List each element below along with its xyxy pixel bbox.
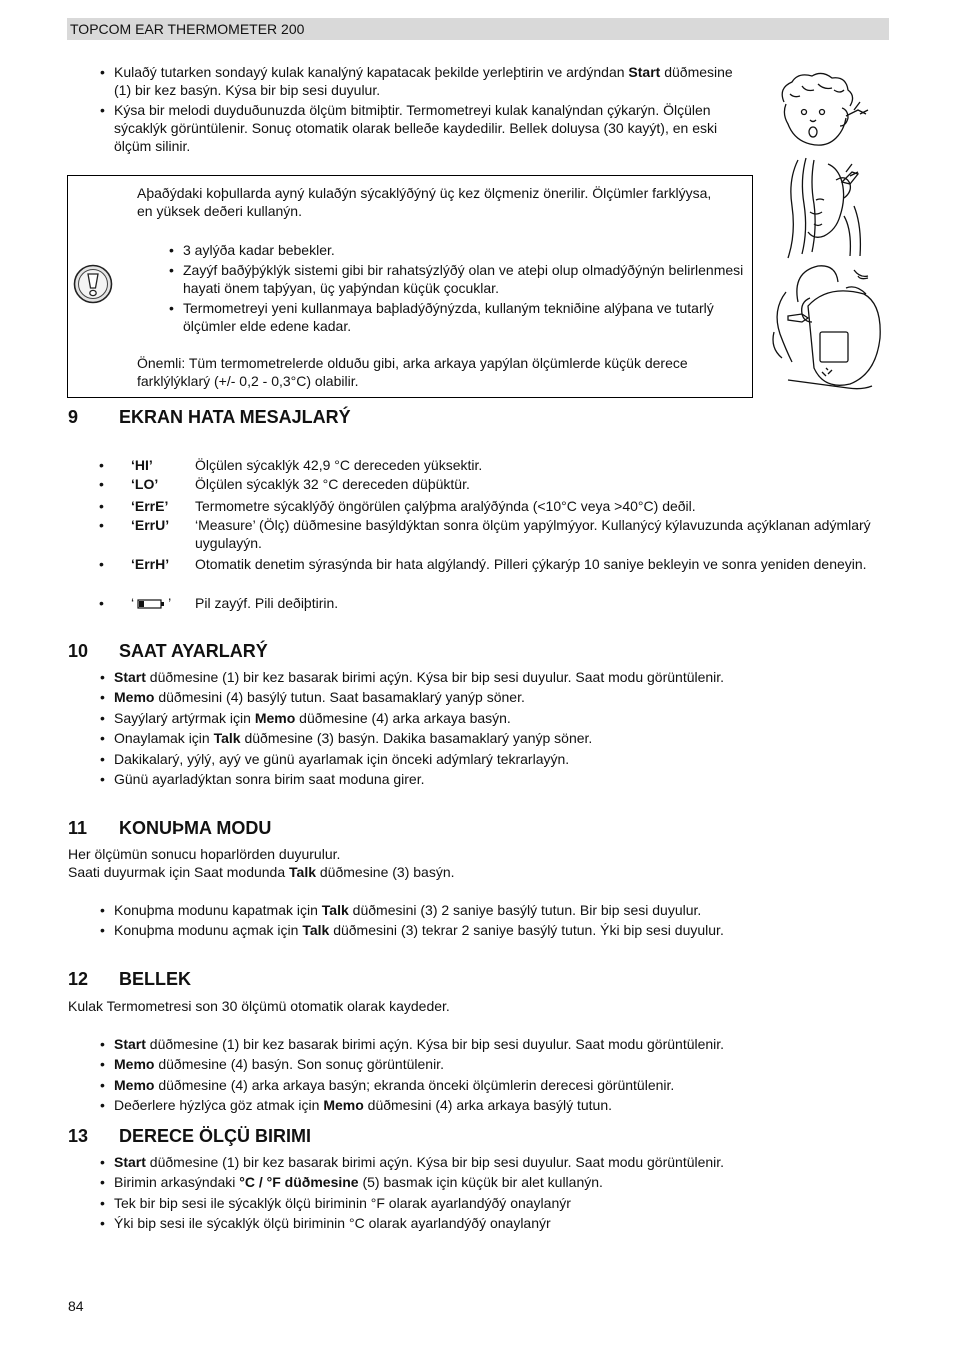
section-13-list xyxy=(100,1153,890,1232)
section-12-heading: 12 BELLEK xyxy=(68,969,191,989)
section-11-list xyxy=(100,901,890,939)
section-10-list xyxy=(100,668,890,788)
list-item: • Memo düðmesine (4) basýn. Son sonuç görüntülenir. xyxy=(100,1055,890,1073)
child-face-illustration xyxy=(772,72,872,154)
list-item: • Kulaðý tutarken sondayý kulak kanalýný kapatacak þekilde yerleþtirin ve ardýndan Start düðmesine (1) bir kez basýn. Kýsa bir bip sesi duyulur. xyxy=(100,63,750,99)
list-item: • Deðerlere hýzlýca göz atmak için Memo düðmesini (4) arka arkaya basýlý tutun. xyxy=(100,1096,890,1114)
document-header xyxy=(67,18,889,40)
list-item: • Dakikalarý, yýlý, ayý ve günü ayarlamak için önceki adýmlarý tekrarlayýn. xyxy=(100,750,890,768)
section-13-heading: 13 DERECE ÖLÇÜ BIRIMI xyxy=(68,1126,312,1146)
section-12-text: Kulak Termometresi son 30 ölçümü otomatik olarak kaydeder. xyxy=(68,998,450,1014)
list-item: • Günü ayarladýktan sonra birim saat moduna girer. xyxy=(100,770,890,788)
section-11-text-1: Her ölçümün sonucu hoparlörden duyurulur. xyxy=(68,846,341,862)
exclamation-icon xyxy=(73,264,113,304)
list-item: • Termometreyi yeni kullanmaya baþladýðýnýzda, kullaným tekniðine alýþana ve tutarlý ölçümler elde edene kadar. xyxy=(169,299,744,335)
list-item: • Start düðmesine (1) bir kez basarak birimi açýn. Kýsa bir bip sesi duyulur. Saat modu görüntülenir. xyxy=(100,1035,890,1053)
list-item: • Memo düðmesine (4) arka arkaya basýn; ekranda önceki ölçümlerin derecesi görüntülenir. xyxy=(100,1076,890,1094)
section-10-heading: 10 SAAT AYARLARÝ xyxy=(68,641,268,661)
list-item: • Ýki bip sesi ile sýcaklýk ölçü biriminin °C olarak ayarlandýðý onaylanýr xyxy=(100,1214,890,1232)
list-item: • Birimin arkasýndaki °C / °F düðmesine (5) basmak için küçük bir alet kullanýn. xyxy=(100,1173,890,1191)
list-item: • Zayýf baðýþýklýk sistemi gibi bir rahatsýzlýðý olan ve ateþi olup olmadýðýnýn belirlenmesi hayati önem taþýyan, üç yaþýndan küçük çocuklar. xyxy=(169,261,744,297)
woman-ear-illustration xyxy=(784,156,866,262)
thermometer-in-ear-illustration xyxy=(768,262,882,396)
list-item: • Sayýlarý artýrmak için Memo düðmesine (4) arka arkaya basýn. xyxy=(100,709,890,727)
list-item: • Start düðmesine (1) bir kez basarak birimi açýn. Kýsa bir bip sesi duyulur. Saat modu görüntülenir. xyxy=(100,1153,890,1171)
error-row: • ‘ ’ Pil zayýf. Pili deðiþtirin. xyxy=(99,595,339,611)
warning-box xyxy=(67,175,753,398)
list-item: • Kýsa bir melodi duyduðunuzda ölçüm bitmiþtir. Termometreyi kulak kanalýndan çýkarýn. Ölçülen sýcaklýk görüntülenir. Sonuç otomatik olarak belleðe kaydedilir. Bellek doluysa (30 kayýt), en eski ölçüm silinir. xyxy=(100,101,750,155)
section-9-heading: 9 EKRAN HATA MESAJLARÝ xyxy=(68,407,351,427)
error-row: • ‘LO’ Ölçülen sýcaklýk 32 °C dereceden düþüktür. xyxy=(99,476,470,492)
list-item: • Tek bir bip sesi ile sýcaklýk ölçü biriminin °F olarak ayarlandýðý onaylanýr xyxy=(100,1194,890,1212)
page-number: 84 xyxy=(68,1298,84,1314)
list-item: • Konuþma modunu kapatmak için Talk düðmesini (3) 2 saniye basýlý tutun. Bir bip sesi duyulur. xyxy=(100,901,890,919)
intro-list xyxy=(100,63,750,155)
section-11-heading: 11 KONUÞMA MODU xyxy=(68,818,272,838)
section-12-list xyxy=(100,1035,890,1114)
section-11-text-2: Saati duyurmak için Saat modunda Talk düðmesine (3) basýn. xyxy=(68,864,455,880)
header-title: TOPCOM EAR THERMOMETER 200 xyxy=(70,21,305,37)
error-row: • ‘HI’ Ölçülen sýcaklýk 42,9 °C dereceden yüksektir. xyxy=(99,457,483,473)
warning-note: Önemli: Tüm termometrelerde olduðu gibi, arka arkaya yapýlan ölçümlerde küçük derece farklýlýklarý (+/- 0,2 - 0,3°C) olabilir. xyxy=(137,355,688,389)
warning-intro: Aþaðýdaki koþullarda ayný kulaðýn sýcaklýðýný üç kez ölçmeniz önerilir. Ölçümler farklýysa, en yüksek deðeri kullanýn. xyxy=(137,185,712,219)
list-item: • Memo düðmesini (4) basýlý tutun. Saat basamaklarý yanýp söner. xyxy=(100,688,890,706)
error-row: • ‘ErrH’ Otomatik denetim sýrasýnda bir hata algýlandý. Pilleri çýkarýp 10 saniye bekleyin ve sonra yeniden deneyin. xyxy=(99,556,867,572)
list-item: • 3 aylýða kadar bebekler. xyxy=(169,241,744,259)
error-row: • ‘ErrU’ ‘Measure’ (Ölç) düðmesine basýldýktan sonra ölçüm yapýlmýyor. Kullanýcý kýlavuzunda açýklanan adýmlarý uygulayýn. xyxy=(99,517,871,551)
list-item: • Onaylamak için Talk düðmesine (3) basýn. Dakika basamaklarý yanýp söner. xyxy=(100,729,890,747)
low-battery-icon xyxy=(136,598,166,610)
list-item: • Konuþma modunu açmak için Talk düðmesini (3) tekrar 2 saniye basýlý tutun. Ýki bip sesi duyulur. xyxy=(100,921,890,939)
warning-list xyxy=(169,241,744,335)
list-item: • Start düðmesine (1) bir kez basarak birimi açýn. Kýsa bir bip sesi duyulur. Saat modu görüntülenir. xyxy=(100,668,890,686)
error-row: • ‘ErrE’ Termometre sýcaklýðý öngörülen çalýþma aralýðýnda (<10°C veya >40°C) deðil. xyxy=(99,498,696,514)
